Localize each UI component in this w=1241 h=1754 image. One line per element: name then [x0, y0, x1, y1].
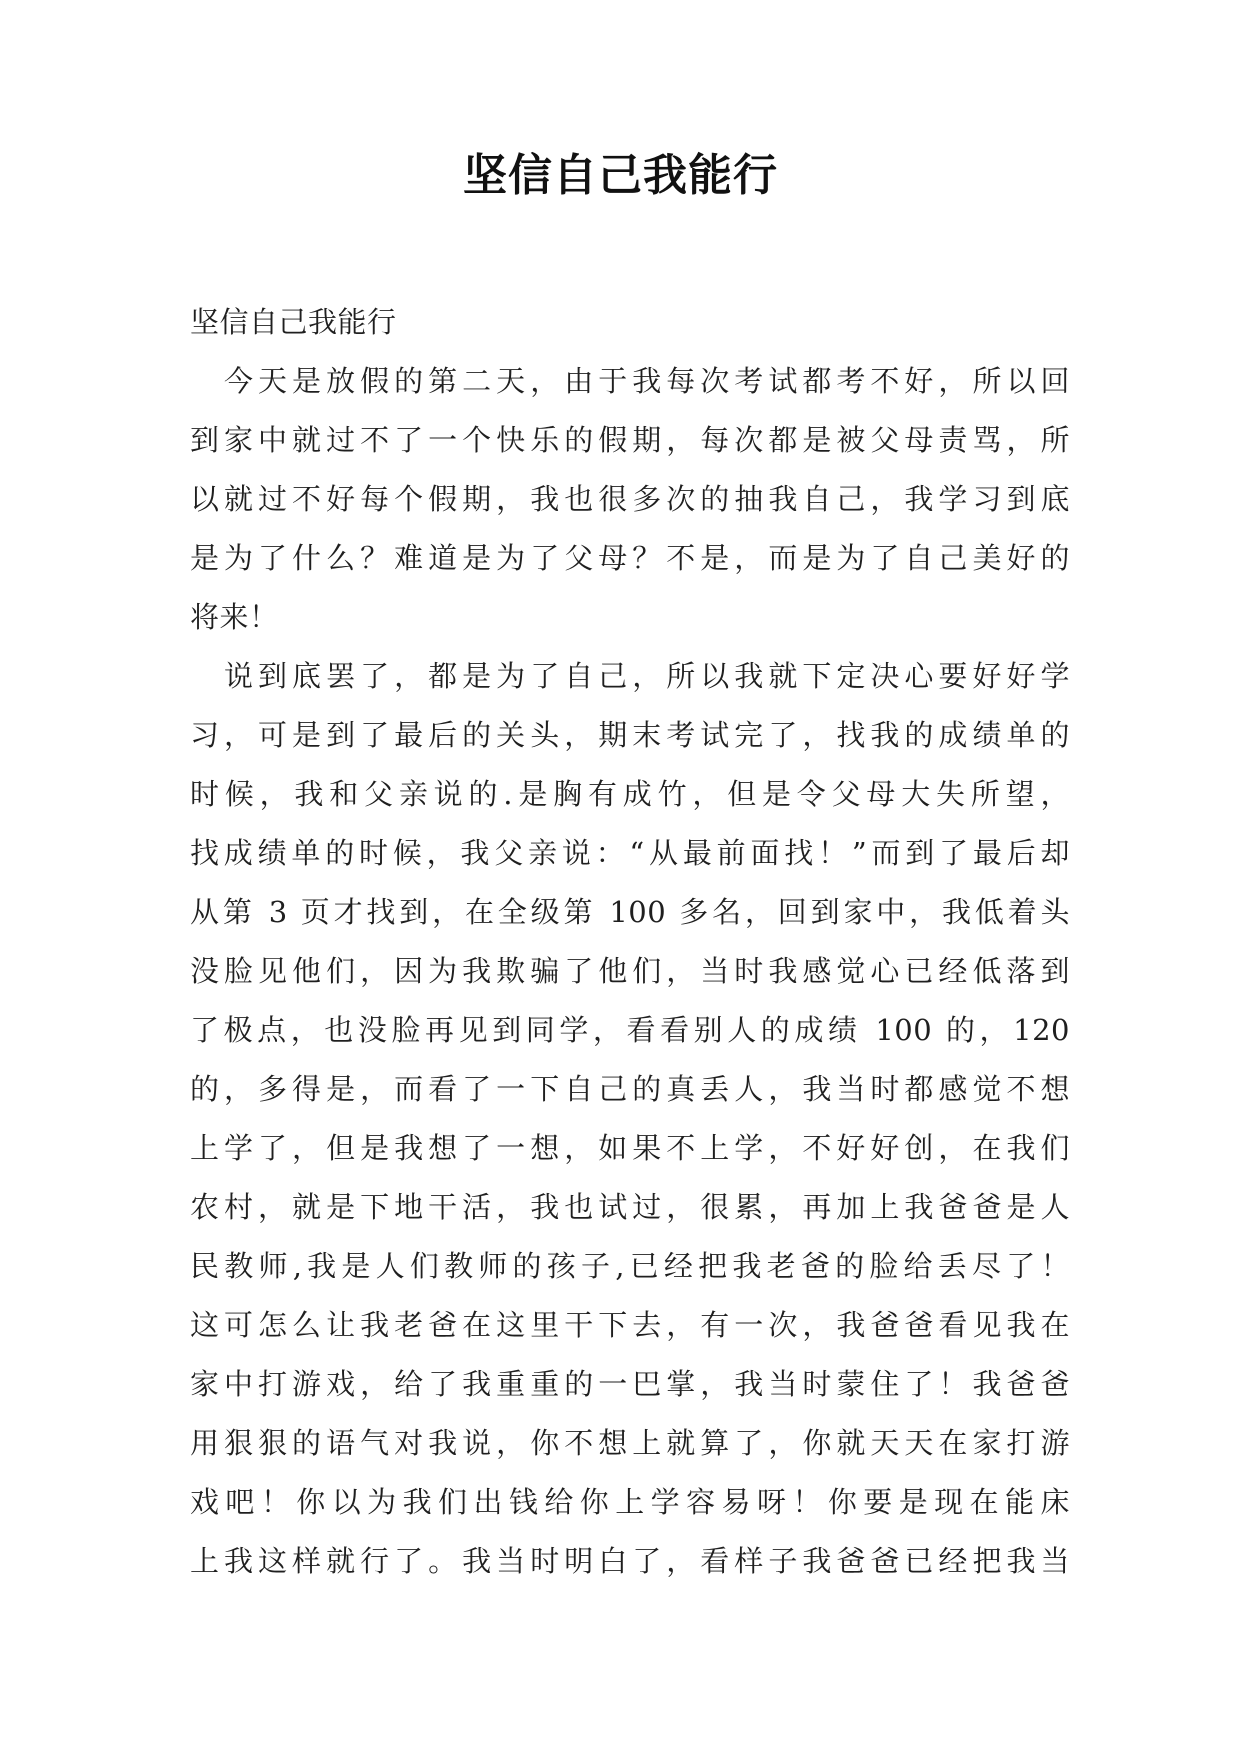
paragraph-line: 这可怎么让我老爸在这里干下去，有一次，我爸爸看见我在	[190, 1308, 1070, 1342]
paragraph-line: 今天是放假的第二天，由于我每次考试都考不好，所以回	[190, 364, 1070, 398]
document-body	[190, 293, 1070, 1591]
paragraph-line: 没脸见他们，因为我欺骗了他们，当时我感觉心已经低落到	[190, 954, 1070, 988]
paragraph-line: 用狠狠的语气对我说，你不想上就算了，你就天天在家打游	[190, 1426, 1070, 1460]
paragraph-line: 时候，我和父亲说的.是胸有成竹，但是令父母大失所望，	[190, 777, 1070, 811]
document-title: 坚信自己我能行	[463, 150, 778, 201]
paragraph-line: 到家中就过不了一个快乐的假期，每次都是被父母责骂，所	[190, 423, 1070, 457]
paragraph-line: 将来！	[190, 600, 279, 634]
paragraph-line: 戏吧！你以为我们出钱给你上学容易呀！你要是现在能床	[190, 1485, 1070, 1519]
paragraph-line: 农村，就是下地干活，我也试过，很累，再加上我爸爸是人	[190, 1190, 1070, 1224]
paragraph-line: 上我这样就行了。我当时明白了，看样子我爸爸已经把我当	[190, 1544, 1070, 1578]
paragraph-line: 上学了，但是我想了一想，如果不上学，不好好创，在我们	[190, 1131, 1070, 1165]
paragraph-line: 以就过不好每个假期，我也很多次的抽我自己，我学习到底	[190, 482, 1070, 516]
paragraph-line: 从第 3 页才找到，在全级第 100 多名，回到家中，我低着头	[190, 895, 1070, 929]
paragraph-line: 家中打游戏，给了我重重的一巴掌，我当时蒙住了！我爸爸	[190, 1367, 1070, 1401]
paragraph-line: 坚信自己我能行	[190, 305, 397, 339]
paragraph-line: 民教师,我是人们教师的孩子,已经把我老爸的脸给丢尽了！	[190, 1249, 1070, 1283]
paragraph-line: 习，可是到了最后的关头，期末考试完了，找我的成绩单的	[190, 718, 1070, 752]
paragraph-line: 说到底罢了，都是为了自己，所以我就下定决心要好好学	[190, 659, 1070, 693]
paragraph-line: 的，多得是，而看了一下自己的真丢人，我当时都感觉不想	[190, 1072, 1070, 1106]
paragraph-line: 是为了什么？难道是为了父母？不是，而是为了自己美好的	[190, 541, 1070, 575]
paragraph-line: 了极点，也没脸再见到同学，看看别人的成绩 100 的，120	[190, 1013, 1070, 1047]
paragraph-line: 找成绩单的时候，我父亲说：“从最前面找！”而到了最后却	[190, 836, 1070, 870]
